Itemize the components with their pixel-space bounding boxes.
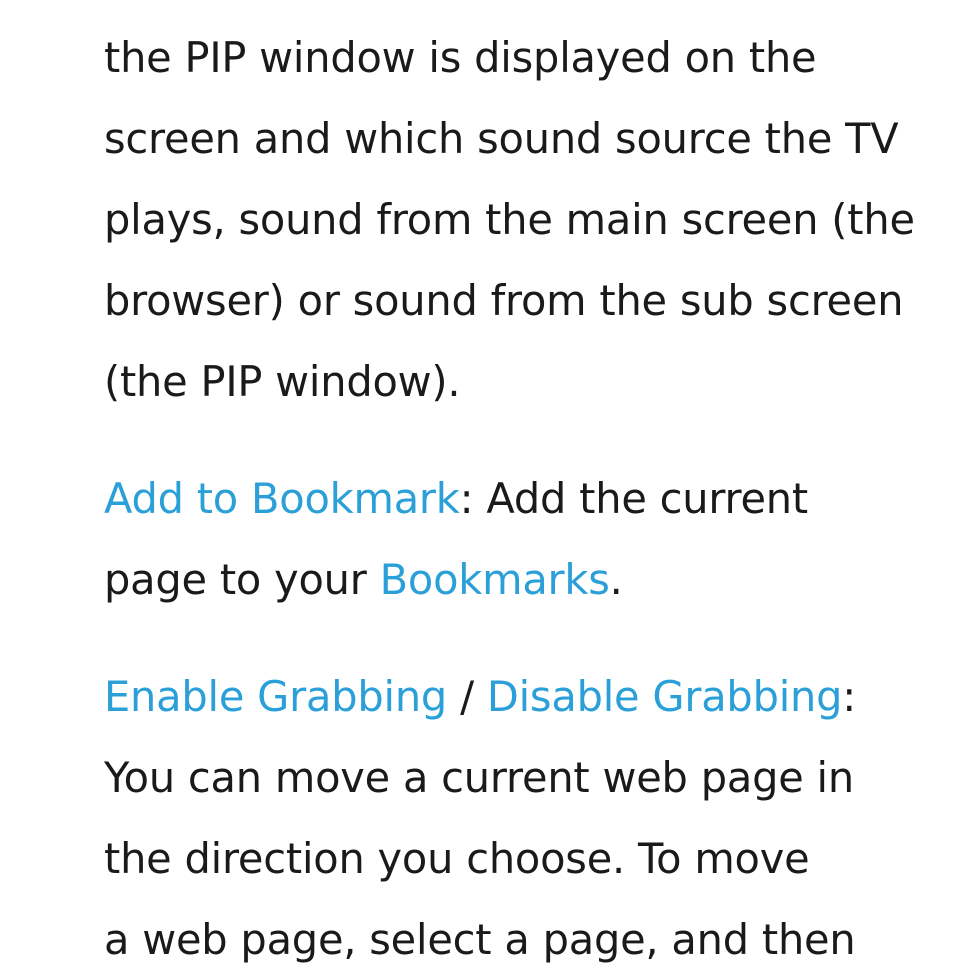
text-line: screen and which sound source the TV (104, 114, 899, 163)
text-line: browser) or sound from the sub screen (104, 276, 904, 325)
add-to-bookmark-description: Add the current (473, 474, 808, 523)
text-line: the PIP window is displayed on the (104, 33, 817, 82)
text-line: plays, sound from the main screen (the (104, 195, 915, 244)
text-line (104, 539, 944, 620)
pip-sound-paragraph (104, 17, 944, 422)
add-to-bookmark-description-cont: page to your (104, 555, 380, 604)
bookmarks-term: Bookmarks (379, 555, 610, 604)
period: . (609, 555, 623, 604)
text-line: the direction you choose. To move (104, 834, 810, 883)
grabbing-paragraph (104, 656, 944, 977)
separator: / (447, 672, 487, 721)
manual-text (104, 17, 944, 977)
enable-grabbing-term: Enable Grabbing (104, 672, 448, 721)
text-line (104, 458, 944, 539)
text-line: You can move a current web page in (104, 753, 854, 802)
text-line: a web page, select a page, and then (104, 915, 856, 964)
text-line (104, 656, 944, 737)
add-to-bookmark-term: Add to Bookmark (104, 474, 460, 523)
add-to-bookmark-paragraph (104, 458, 944, 620)
text-line: (the PIP window). (104, 357, 461, 406)
colon: : (842, 672, 857, 721)
colon: : (459, 474, 474, 523)
disable-grabbing-term: Disable Grabbing (486, 672, 843, 721)
